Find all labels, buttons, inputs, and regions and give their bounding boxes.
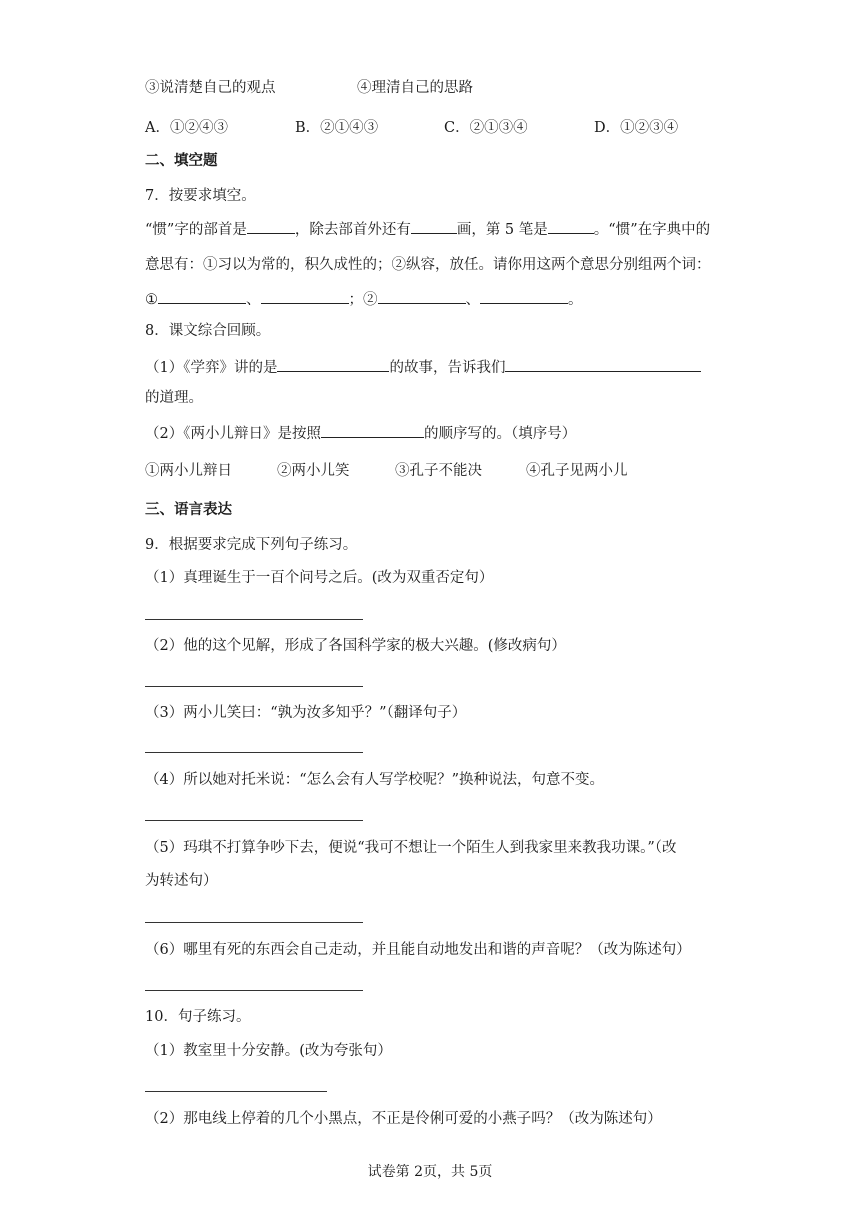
q8-item-1: ①两小儿辩日 (145, 463, 232, 479)
q9-sentence-2: （2）他的这个见解，形成了各国科学家的极大兴趣。(修改病句） (145, 638, 566, 654)
answer-blank[interactable] (411, 218, 457, 234)
q6-option-a: A．①②④③ (145, 120, 228, 136)
q9-sentence-4: （4）所以她对托米说：“怎么会有人写学校呢？”换种说法，句意不变。 (145, 772, 605, 788)
q8-item-3: ③孔子不能决 (395, 463, 482, 479)
section-heading-language-expression: 三、语言表达 (145, 501, 232, 518)
answer-blank[interactable] (277, 356, 389, 372)
answer-line[interactable] (145, 820, 363, 821)
q7-text: 、 (465, 292, 480, 308)
q9-sentence-3: （3）两小儿笑曰：“孰为汝多知乎？”（翻译句子） (145, 705, 467, 721)
q10-sentence-2: （2）那电线上停着的几个小黑点，不正是伶俐可爱的小燕子吗？（改为陈述句） (145, 1111, 662, 1127)
q7-line-1 (145, 218, 710, 240)
q8-text: 的顺序写的。（填序号） (423, 426, 577, 442)
q7-text: 画，第 5 笔是 (456, 222, 548, 238)
answer-line[interactable] (145, 922, 363, 923)
answer-line[interactable] (145, 686, 363, 687)
answer-blank[interactable] (247, 218, 295, 234)
q9-sentence-6: （6）哪里有死的东西会自己走动，并且能自动地发出和谐的声音呢？（改为陈述句） (145, 942, 691, 958)
q10-title: 10．句子练习。 (145, 1009, 251, 1025)
answer-line[interactable] (145, 990, 363, 991)
q8-part-1-end: 的道理。 (145, 390, 203, 406)
q9-title: 9．根据要求完成下列句子练习。 (145, 537, 358, 553)
q7-title: 7．按要求填空。 (145, 188, 256, 204)
q9-sentence-5-cont: 为转述句） (145, 873, 218, 889)
q7-text: ① (145, 292, 158, 308)
q8-text: （2）《两小儿辩日》是按照 (145, 426, 321, 442)
q8-text: （1）《学弈》讲的是 (145, 360, 278, 376)
q8-title: 8．课文综合回顾。 (145, 323, 271, 339)
answer-line[interactable] (145, 619, 363, 620)
q8-part-2 (145, 422, 576, 444)
answer-blank[interactable] (158, 288, 246, 304)
q8-item-2: ②两小儿笑 (277, 463, 350, 479)
q8-item-4: ④孔子见两小儿 (526, 463, 628, 479)
q9-sentence-1: （1）真理诞生于一百个问号之后。(改为双重否定句） (145, 570, 494, 586)
answer-line[interactable] (145, 1091, 327, 1092)
q6-item-4: ④理清自己的思路 (357, 80, 473, 96)
q6-option-d: D．①②③④ (594, 120, 679, 136)
answer-blank[interactable] (378, 288, 466, 304)
q9-sentence-5: （5）玛琪不打算争吵下去，便说“我可不想让一个陌生人到我家里来教我功课。”（改 (145, 840, 677, 856)
q6-item-3: ③说清楚自己的观点 (145, 80, 276, 96)
answer-blank[interactable] (548, 218, 594, 234)
q7-text: ；② (348, 292, 378, 308)
q7-text: 、 (246, 292, 261, 308)
answer-blank[interactable] (321, 422, 424, 438)
q7-text: ，除去部首外还有 (294, 222, 411, 238)
answer-blank[interactable] (505, 356, 701, 372)
q8-text: 的故事，告诉我们 (389, 360, 506, 376)
answer-blank[interactable] (480, 288, 568, 304)
q6-option-c: C．②①③④ (444, 120, 528, 136)
q6-option-b: B．②①④③ (295, 120, 379, 136)
q7-text: “惯”字的部首是 (145, 222, 247, 238)
q7-line-3 (145, 288, 583, 310)
q7-line-2: 意思有：①习以为常的，积久成性的；②纵容，放任。请你用这两个意思分别组两个词： (145, 257, 711, 273)
page-footer: 试卷第 2页，共 5页 (367, 1164, 493, 1180)
q7-text: 。 (568, 292, 583, 308)
q7-text: 。“惯”在字典中的 (593, 222, 711, 238)
answer-blank[interactable] (261, 288, 349, 304)
answer-line[interactable] (145, 752, 363, 753)
section-heading-fill-blank: 二、填空题 (145, 152, 218, 169)
q8-part-1 (145, 356, 701, 378)
q10-sentence-1: （1）教室里十分安静。(改为夸张句） (145, 1043, 392, 1059)
